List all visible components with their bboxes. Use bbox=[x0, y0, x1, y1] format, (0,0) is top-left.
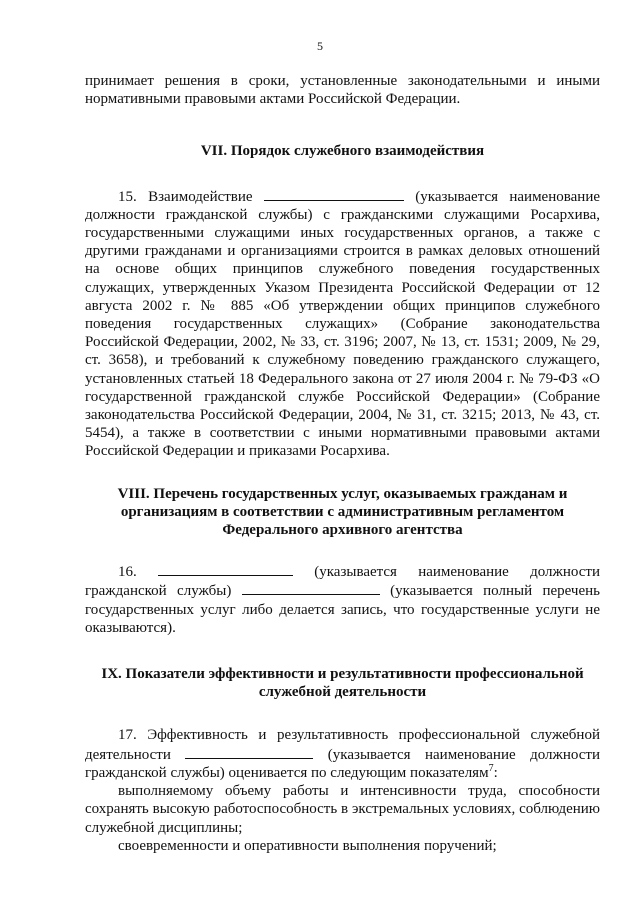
section-8-heading bbox=[85, 485, 600, 540]
section-9-heading-line-2: служебной деятельности bbox=[258, 684, 427, 701]
paragraph-16-number: 16. bbox=[118, 564, 158, 581]
paragraph-15 bbox=[85, 187, 600, 461]
criteria-item-1: выполняемому объему работы и интенсивности труда, способности сохранять высокую работоспособность в экстремальных условиях, соблюдению служебной дисциплины; bbox=[85, 783, 600, 836]
criteria-item-2: своевременности и оперативности выполнения поручений; bbox=[118, 837, 497, 854]
paragraph-16 bbox=[85, 562, 600, 637]
document-body bbox=[85, 72, 600, 855]
footnote-marker: 7 bbox=[488, 762, 494, 774]
section-8-heading-line-3: Федерального архивного агентства bbox=[222, 522, 463, 539]
section-8-heading-line-1: VIII. Перечень государственных услуг, оказываемых гражданам и bbox=[117, 485, 568, 502]
paragraph-17-start: 17. Эффективность и результативность профессиональной служебной деятельности bbox=[85, 727, 600, 763]
fill-in-blank bbox=[264, 187, 404, 201]
paragraph-15-rest: (указывается наименование должности гражданской службы) с гражданскими служащими Росархива, государственными служащими иных государственных органов, а также с другими гражданами и организациями строится в рамках деловых отношений на основе общих принципов служебного поведения государственных служащих, утвержденных Указом Президента Российской Федерации от 12 августа 2002 г. № 885 «Об утверждении общих принципов служебного поведения государственных служащих» (Собрание законодательства Российской Федерации, 2002, № 33, ст. 3196; 2007, № 13, ст. 1531; 2009, № 29, ст. 3658), и требований к служебному поведению гражданского служащего, установленных статьей 18 Федерального закона от 27 июля 2004 г. № 79-ФЗ «О государственной гражданской службе Российской Федерации» (Собрание законодательства Российской Федерации, 2004, № 31, ст. 3215; 2013, № 43, ст. 5454), а также в соответствии с иными нормативными правовыми актами Российской Федерации и приказами Росархива. bbox=[85, 188, 600, 460]
paragraph-17 bbox=[85, 726, 600, 782]
fill-in-blank bbox=[158, 562, 293, 576]
page-number: 5 bbox=[317, 39, 323, 53]
section-7-heading: VII. Порядок служебного взаимодействия bbox=[200, 143, 485, 160]
paragraph-17-rest: (указывается наименование должности гражданской службы) оценивается по следующим показателям bbox=[85, 746, 601, 781]
paragraph-16-end: (указывается полный перечень государственных услуг либо делается запись, что государственные услуги не оказываются). bbox=[85, 583, 600, 636]
section-9-heading-line-1: IX. Показатели эффективности и результативности профессиональной bbox=[101, 666, 584, 683]
section-9-heading bbox=[85, 665, 600, 701]
paragraph-17-colon: : bbox=[493, 764, 498, 781]
paragraph-15-start: 15. Взаимодействие bbox=[118, 188, 264, 205]
intro-paragraph: принимает решения в сроки, установленные законодательными и иными нормативными правовыми актами Российской Федерации. bbox=[85, 73, 600, 108]
section-8-heading-line-2: организациям в соответствии с административным регламентом bbox=[120, 503, 565, 520]
paragraph-16-middle: (указывается наименование должности гражданской службы) bbox=[85, 564, 601, 600]
fill-in-blank bbox=[242, 581, 380, 595]
fill-in-blank bbox=[185, 745, 313, 759]
